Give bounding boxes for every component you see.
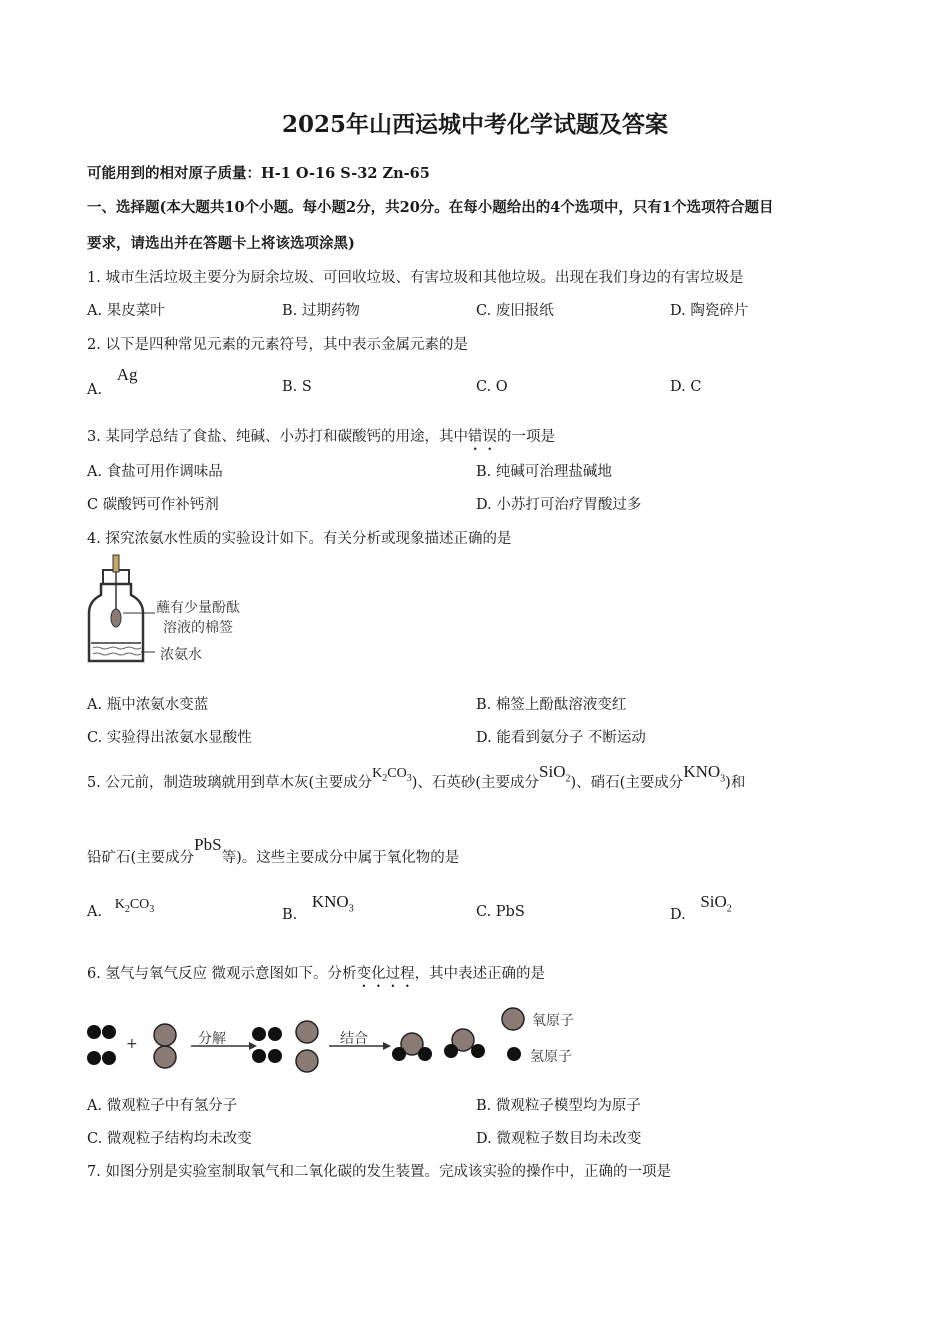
hydrogen-atom	[471, 1044, 485, 1058]
q1-option-b[interactable]: B. 过期药物	[282, 303, 360, 319]
q1-option-a[interactable]: A. 果皮菜叶	[87, 303, 165, 319]
q3-option-d[interactable]: D. 小苏打可治疗胃酸过多	[476, 497, 642, 513]
q5-stem-part2: )、石英砂(主要成分	[411, 775, 540, 791]
q5-line2-pre: 铅矿石(主要成分	[87, 850, 195, 866]
q3-option-a[interactable]: A. 食盐可用作调味品	[87, 464, 223, 480]
q6-option-c[interactable]: C. 微观粒子结构均未改变	[87, 1131, 252, 1147]
hydrogen-atom	[252, 1027, 266, 1041]
atomic-mass-note: 可能用到的相对原子质量：H-1 O-16 S-32 Zn-65	[87, 165, 430, 182]
q6-emphasis-4: 程	[400, 966, 415, 982]
q5-option-b[interactable]	[282, 892, 354, 926]
hydrogen-atom	[87, 1051, 101, 1065]
q2-option-d[interactable]: D. C	[670, 379, 702, 395]
q3-option-b[interactable]: B. 纯碱可治理盐碱地	[476, 464, 612, 480]
q4-option-d[interactable]: D. 能看到氨分子 不断运动	[476, 730, 646, 746]
oxygen-atom	[154, 1046, 176, 1068]
figure-label-ammonia: 浓氨水	[160, 647, 202, 663]
arrow-label-combine: 结合	[340, 1031, 368, 1047]
legend-oxygen-label: 氧原子	[532, 1013, 574, 1029]
section-heading-line1: 一、选择题(本大题共10个小题。每小题2分，共20分。在每小题给出的4个选项中，只有1个选项符合题目	[87, 199, 774, 216]
q5-option-a-formula: $K_2CO_3$	[114, 897, 155, 915]
q3-option-c[interactable]: C 碳酸钙可作补钙剂	[87, 497, 219, 513]
hydrogen-atom	[102, 1025, 116, 1039]
page-title: 2025年山西运城中考化学试题及答案	[281, 111, 668, 138]
oxygen-atom	[296, 1021, 318, 1043]
question-5-stem-line1	[87, 762, 746, 794]
q6-option-b[interactable]: B. 微观粒子模型均为原子	[476, 1098, 641, 1114]
q4-option-b[interactable]: B. 棉签上酚酞溶液变红	[476, 697, 627, 713]
q5-formula-sio2: SiO$_2$	[539, 762, 571, 785]
hydrogen-atom	[444, 1044, 458, 1058]
q4-option-c[interactable]: C. 实验得出浓氨水显酸性	[87, 730, 252, 746]
q6-stem-post: ，其中表述正确的是	[414, 966, 546, 982]
q3-stem-post: 的一项是	[496, 429, 555, 445]
legend-oxygen-icon	[502, 1008, 524, 1030]
q2-option-c[interactable]: C. O	[476, 379, 508, 395]
q5-option-a-letter: A.	[87, 904, 103, 920]
hydrogen-atom	[87, 1025, 101, 1039]
q5-formula-kno3: $KNO_3$	[683, 762, 726, 785]
hydrogen-atom	[392, 1047, 406, 1061]
q5-option-d-formula: SiO$_2$	[700, 892, 732, 915]
section-heading-line2: 要求，请选出并在答题卡上将该选项涂黑)	[87, 235, 355, 252]
hydrogen-atom	[418, 1047, 432, 1061]
q5-stem-part3: )、硝石(主要成分	[570, 775, 684, 791]
hydrogen-atom	[252, 1049, 266, 1063]
q6-emphasis-3: 过	[385, 966, 401, 982]
hydrogen-atom	[268, 1027, 282, 1041]
legend-hydrogen-icon	[507, 1047, 521, 1061]
legend-hydrogen-label: 氢原子	[530, 1049, 572, 1065]
q2-option-a-formula: Ag	[116, 365, 138, 384]
oxygen-atom	[154, 1024, 176, 1046]
q5-option-d[interactable]	[670, 892, 732, 926]
q5-line2-post: 等)。这些主要成分中属于氧化物的是	[221, 850, 460, 866]
plus-sign: +	[126, 1036, 138, 1052]
q3-emphasis-2: 误	[482, 429, 497, 445]
q6-stem-pre: 6. 氢气与氧气反应 微观示意图如下。分析	[87, 966, 357, 982]
q6-emphasis-2: 化	[371, 966, 386, 982]
q2-option-a[interactable]	[87, 365, 138, 399]
question-7-stem: 7. 如图分别是实验室制取氧气和二氧化碳的发生装置。完成该实验的操作中，正确的一项是	[87, 1164, 671, 1180]
q5-formula-pbs: PbS	[194, 835, 222, 854]
q1-option-d[interactable]: D. 陶瓷碎片	[670, 303, 749, 319]
q5-option-a[interactable]	[87, 897, 155, 923]
q5-option-b-letter: B.	[282, 907, 298, 923]
arrow-label-decompose: 分解	[198, 1031, 226, 1047]
hydrogen-atom	[102, 1051, 116, 1065]
figure-label-swab-1: 蘸有少量酚酞	[156, 600, 240, 616]
figure-label-swab-2: 溶液的棉签	[163, 620, 233, 636]
q5-option-d-letter: D.	[670, 907, 686, 923]
question-6-stem	[87, 962, 545, 983]
q6-option-d[interactable]: D. 微观粒子数目均未改变	[476, 1131, 642, 1147]
q6-emphasis-1: 变	[356, 966, 372, 982]
q5-option-c[interactable]: C. PbS	[476, 904, 525, 920]
q5-option-b-formula: $KNO_3$	[311, 892, 354, 915]
oxygen-atom	[296, 1050, 318, 1072]
q3-stem-pre: 3. 某同学总结了食盐、纯碱、小苏打和碳酸钙的用途，其中	[87, 429, 468, 445]
question-1-stem: 1. 城市生活垃圾主要分为厨余垃圾、可回收垃圾、有害垃圾和其他垃圾。出现在我们身边的有害垃圾是	[87, 270, 744, 286]
question-5-stem-line2	[87, 835, 460, 867]
q6-option-a[interactable]: A. 微观粒子中有氢分子	[87, 1098, 238, 1114]
q3-emphasis-1: 错	[467, 429, 483, 445]
hydrogen-atom	[268, 1049, 282, 1063]
question-3-stem	[87, 425, 555, 446]
question-2-stem: 2. 以下是四种常见元素的元素符号，其中表示金属元素的是	[87, 337, 468, 353]
q2-option-b[interactable]: B. S	[282, 379, 312, 395]
q5-stem-part4: )和	[725, 775, 746, 791]
q1-option-c[interactable]: C. 废旧报纸	[476, 303, 554, 319]
q4-option-a[interactable]: A. 瓶中浓氨水变蓝	[87, 697, 209, 713]
q5-stem-part1: 5. 公元前，制造玻璃就用到草木灰(主要成分	[87, 775, 373, 791]
q5-formula-k2co3: $K_2CO_3$	[372, 766, 412, 784]
q2-option-a-letter: A.	[87, 382, 103, 398]
question-4-stem: 4. 探究浓氨水性质的实验设计如下。有关分析或现象描述正确的是	[87, 531, 512, 547]
